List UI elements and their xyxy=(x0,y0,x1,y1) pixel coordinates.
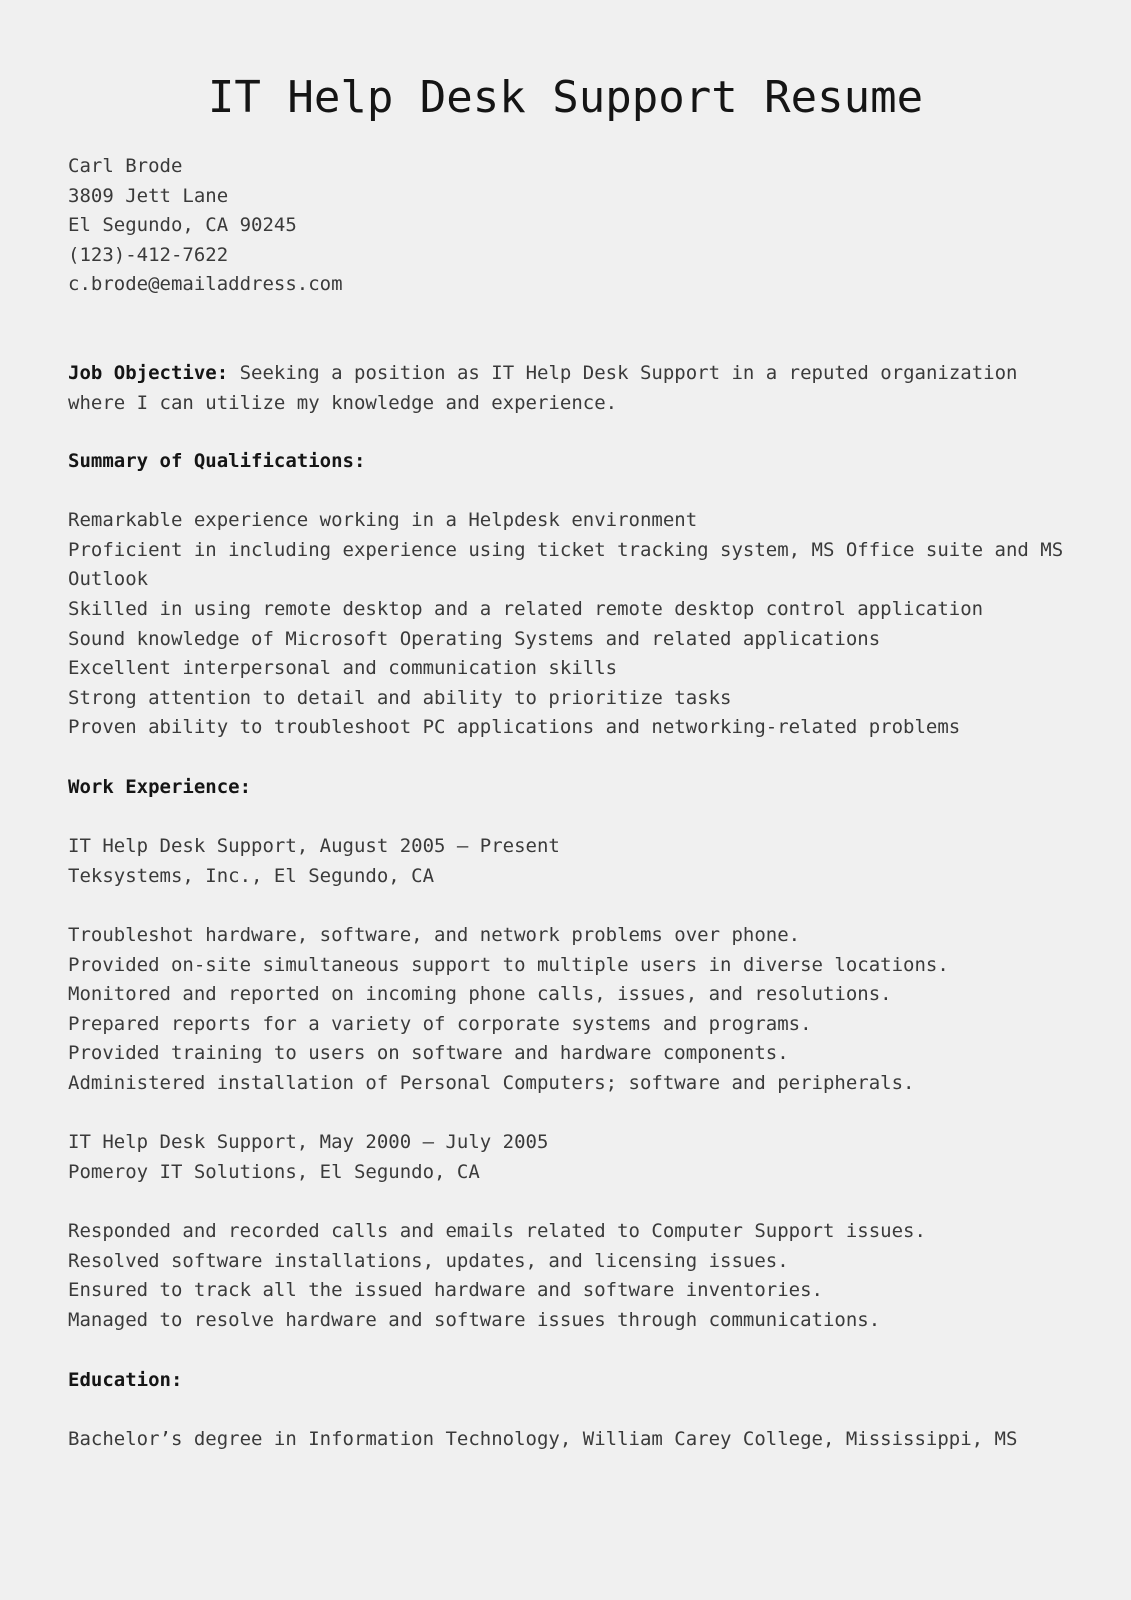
experience-section xyxy=(68,773,1068,1335)
contact-city: El Segundo, CA 90245 xyxy=(68,214,297,237)
summary-item: Excellent interpersonal and communication skills xyxy=(68,657,618,680)
summary-item: Sound knowledge of Microsoft Operating Systems and related applications xyxy=(68,627,881,650)
job-duty: Administered installation of Personal Computers; software and peripherals. xyxy=(68,1071,915,1094)
summary-item: Skilled in using remote desktop and a related remote desktop control application xyxy=(68,597,984,620)
contact-block xyxy=(68,152,1068,300)
job-duty: Ensured to track all the issued hardware and software inventories. xyxy=(68,1279,823,1302)
job-duty: Managed to resolve hardware and software issues through communications. xyxy=(68,1308,881,1331)
summary-section xyxy=(68,447,1068,743)
education-section xyxy=(68,1366,1068,1455)
contact-name: Carl Brode xyxy=(68,155,183,177)
job-title: IT Help Desk Support, May 2000 – July 2005 xyxy=(68,1131,549,1154)
experience-heading: Work Experience: xyxy=(68,776,252,798)
page-title: IT Help Desk Support Resume xyxy=(207,72,924,123)
job-duty: Monitored and reported on incoming phone calls, issues, and resolutions. xyxy=(68,983,892,1006)
job-duty: Prepared reports for a variety of corporate systems and programs. xyxy=(68,1012,812,1035)
contact-phone: (123)-412-7622 xyxy=(68,243,229,266)
contact-address: 3809 Jett Lane xyxy=(68,184,229,207)
job-duty: Provided on-site simultaneous support to multiple users in diverse locations. xyxy=(68,953,949,976)
summary-item: Remarkable experience working in a Helpdesk environment xyxy=(68,509,698,532)
job-company: Pomeroy IT Solutions, El Segundo, CA xyxy=(68,1160,480,1183)
job-duty: Troubleshot hardware, software, and network problems over phone. xyxy=(68,923,801,946)
objective-section xyxy=(68,359,1068,418)
contact-email: c.brode@emailaddress.com xyxy=(68,273,343,296)
objective-label: Job Objective: xyxy=(68,362,229,384)
job-duty: Responded and recorded calls and emails related to Computer Support issues. xyxy=(68,1219,926,1242)
job-duty: Provided training to users on software and hardware components. xyxy=(68,1042,789,1065)
summary-item: Proven ability to troubleshoot PC applications and networking-related problems xyxy=(68,716,961,739)
education-text: Bachelor’s degree in Information Technology, William Carey College, Mississippi, MS xyxy=(68,1428,1018,1451)
summary-item: Proficient in including experience using ticket tracking system, MS Office suite and MS Outlook xyxy=(68,538,1064,591)
summary-heading: Summary of Qualifications: xyxy=(68,450,366,472)
objective-text: Seeking a position as IT Help Desk Support in a reputed organization where I can utilize my knowledge and experience. xyxy=(68,362,1018,414)
summary-item: Strong attention to detail and ability to prioritize tasks xyxy=(68,686,732,709)
job-company: Teksystems, Inc., El Segundo, CA xyxy=(68,864,435,887)
education-heading: Education: xyxy=(68,1369,183,1391)
job-title: IT Help Desk Support, August 2005 – Present xyxy=(68,835,560,858)
job-duty: Resolved software installations, updates, and licensing issues. xyxy=(68,1249,789,1272)
